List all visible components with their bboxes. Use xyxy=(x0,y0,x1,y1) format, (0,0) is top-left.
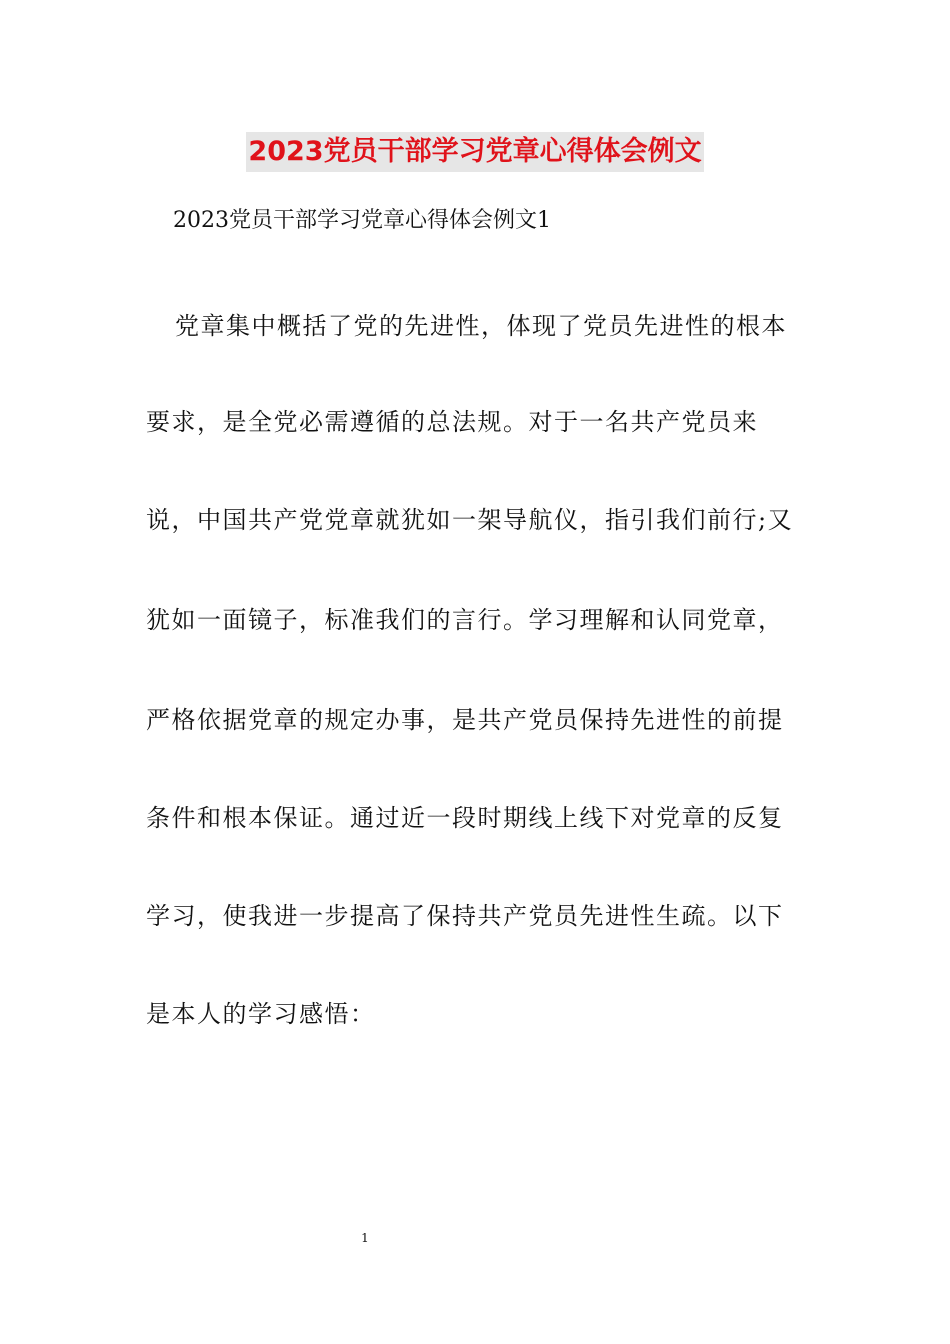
document-title: 2023党员干部学习党章心得体会例文 xyxy=(246,132,703,172)
page-number: 1 xyxy=(361,1231,369,1245)
paragraph-line: 是本人的学习感悟： xyxy=(146,1000,376,1028)
paragraph-line: 学习，使我进一步提高了保持共产党员先进性生疏。以下 xyxy=(146,902,784,930)
paragraph-line: 犹如一面镜子，标准我们的言行。学习理解和认同党章， xyxy=(146,606,784,634)
paragraph-line: 党章集中概括了党的先进性，体现了党员先进性的根本 xyxy=(175,312,787,340)
section-subtitle: 2023党员干部学习党章心得体会例文1 xyxy=(173,208,551,233)
paragraph-line: 说，中国共产党党章就犹如一架导航仪，指引我们前行;又 xyxy=(146,506,794,534)
document-title-block xyxy=(0,132,950,175)
paragraph-line: 严格依据党章的规定办事，是共产党员保持先进性的前提 xyxy=(146,706,784,734)
paragraph-line: 要求，是全党必需遵循的总法规。对于一名共产党员来 xyxy=(146,408,758,436)
paragraph-line: 条件和根本保证。通过近一段时期线上线下对党章的反复 xyxy=(146,804,784,832)
